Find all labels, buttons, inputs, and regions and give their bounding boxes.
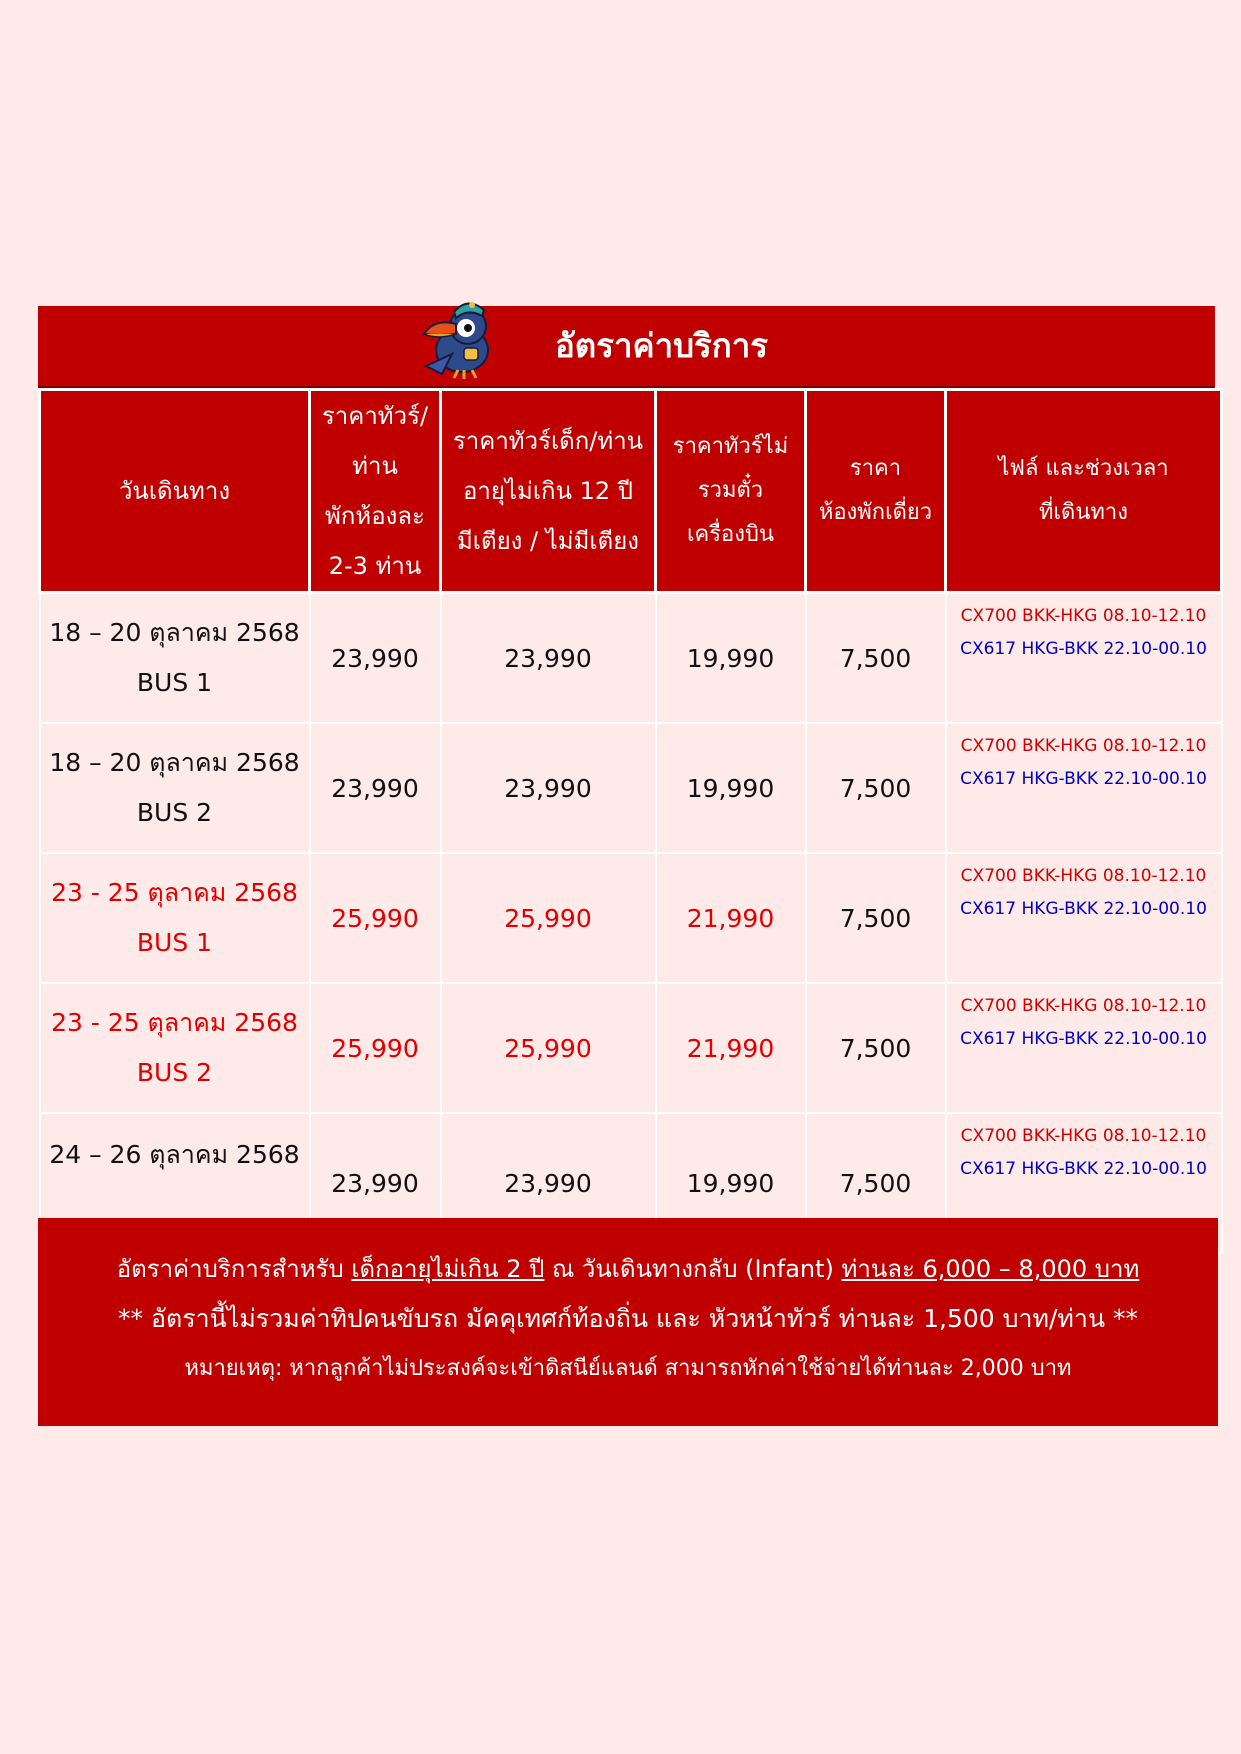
cell-child-price: 25,990 xyxy=(441,983,656,1113)
cell-date: 18 – 20 ตุลาคม 2568 BUS 1 xyxy=(40,593,310,724)
cell-no-ticket-price: 19,990 xyxy=(656,1113,806,1253)
cell-single-room: 7,500 xyxy=(806,723,946,853)
cell-date: 18 – 20 ตุลาคม 2568 BUS 2 xyxy=(40,723,310,853)
note-infant-price: อัตราค่าบริการสำหรับ เด็กอายุไม่เกิน 2 ปี ณ วันเดินทางกลับ (Infant) ท่านละ 6,000 – 8,000 บาท xyxy=(116,1255,1140,1283)
cell-flight: CX700 BKK-HKG 08.10-12.10 CX617 HKG-BKK 22.10-00.10 xyxy=(946,983,1222,1113)
toucan-mascot-icon xyxy=(412,288,508,384)
table-row xyxy=(40,853,1222,983)
header-no-ticket-price: ราคาทัวร์ไม่ รวมตั๋ว เครื่องบิน xyxy=(656,390,806,593)
cell-adult-price: 23,990 xyxy=(310,1113,441,1253)
cell-flight: CX700 BKK-HKG 08.10-12.10 CX617 HKG-BKK 22.10-00.10 xyxy=(946,723,1222,853)
header-adult-price: ราคาทัวร์/ ท่าน พักห้องละ 2-3 ท่าน xyxy=(310,390,441,593)
cell-single-room: 7,500 xyxy=(806,853,946,983)
cell-adult-price: 25,990 xyxy=(310,983,441,1113)
cell-date: 23 - 25 ตุลาคม 2568 BUS 2 xyxy=(40,983,310,1113)
header-single-room: ราคา ห้องพักเดี่ยว xyxy=(806,390,946,593)
banner-title: อัตราค่าบริการ xyxy=(554,326,769,365)
notes-box xyxy=(38,1218,1218,1426)
header-flight: ไฟล์ และช่วงเวลา ที่เดินทาง xyxy=(946,390,1222,593)
price-banner xyxy=(38,306,1215,386)
cell-adult-price: 25,990 xyxy=(310,853,441,983)
table-header-row xyxy=(40,390,1222,593)
cell-flight: CX700 BKK-HKG 08.10-12.10 CX617 HKG-BKK 22.10-00.10 xyxy=(946,593,1222,724)
cell-child-price: 23,990 xyxy=(441,1113,656,1253)
cell-child-price: 25,990 xyxy=(441,853,656,983)
cell-no-ticket-price: 21,990 xyxy=(656,983,806,1113)
cell-child-price: 23,990 xyxy=(441,723,656,853)
note-disneyland-deduction: หมายเหตุ: หากลูกค้าไม่ประสงค์จะเข้าดิสนีย์แลนด์ สามารถหักค่าใช้จ่ายได้ท่านละ 2,000 บาท xyxy=(184,1356,1072,1381)
cell-adult-price: 23,990 xyxy=(310,593,441,724)
table-row xyxy=(40,983,1222,1113)
note-tips-excluded: ** อัตรานี้ไม่รวมค่าทิปคนขับรถ มัคคุเทศก์ท้องถิ่น และ หัวหน้าทัวร์ ท่านละ 1,500 บาท/ท่าน ** xyxy=(118,1304,1138,1333)
header-date: วันเดินทาง xyxy=(40,390,310,593)
cell-date: 23 - 25 ตุลาคม 2568 BUS 1 xyxy=(40,853,310,983)
cell-single-room: 7,500 xyxy=(806,593,946,724)
cell-single-room: 7,500 xyxy=(806,983,946,1113)
cell-no-ticket-price: 19,990 xyxy=(656,593,806,724)
cell-single-room: 7,500 xyxy=(806,1113,946,1253)
cell-flight: CX700 BKK-HKG 08.10-12.10 CX617 HKG-BKK 22.10-00.10 xyxy=(946,1113,1222,1253)
table-row xyxy=(40,593,1222,724)
cell-no-ticket-price: 21,990 xyxy=(656,853,806,983)
cell-no-ticket-price: 19,990 xyxy=(656,723,806,853)
header-child-price: ราคาทัวร์เด็ก/ท่าน อายุไม่เกิน 12 ปี มีเตียง / ไม่มีเตียง xyxy=(441,390,656,593)
price-table xyxy=(38,388,1223,1254)
cell-adult-price: 23,990 xyxy=(310,723,441,853)
cell-flight: CX700 BKK-HKG 08.10-12.10 CX617 HKG-BKK 22.10-00.10 xyxy=(946,853,1222,983)
table-row xyxy=(40,723,1222,853)
cell-child-price: 23,990 xyxy=(441,593,656,724)
cell-date: 24 – 26 ตุลาคม 2568 xyxy=(40,1113,310,1253)
